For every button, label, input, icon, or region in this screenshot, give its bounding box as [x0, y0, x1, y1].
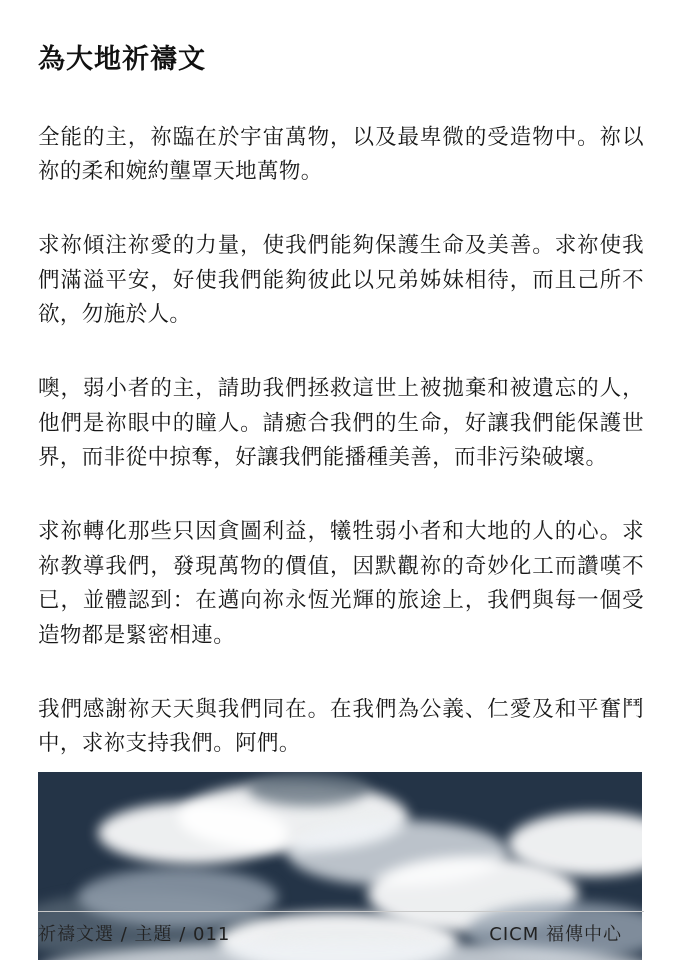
- footer-publisher: CICM 福傳中心: [489, 924, 622, 945]
- paragraph-3: 噢，弱小者的主，請助我們拯救這世上被拋棄和被遺忘的人，他們是祢眼中的瞳人。請癒合我們的生命，好讓我們能保護世界，而非從中掠奪，好讓我們能播種美善，而非污染破壞。: [38, 375, 644, 471]
- paragraph-2: 求祢傾注祢愛的力量，使我們能夠保護生命及美善。求祢使我們滿溢平安，好使我們能夠彼此以兄弟姊妹相待，而且己所不欲，勿施於人。: [38, 232, 644, 328]
- paragraph-1: 全能的主，祢臨在於宇宙萬物，以及最卑微的受造物中。祢以祢的柔和婉約壟罩天地萬物。: [38, 124, 644, 185]
- page-footer: [38, 911, 644, 946]
- page-title: 為大地祈禱文: [38, 44, 206, 75]
- cloud-shape: [248, 772, 368, 806]
- paragraph-4: 求祢轉化那些只因貪圖利益，犧牲弱小者和大地的人的心。求祢教導我們，發現萬物的價值，因默觀祢的奇妙化工而讚嘆不已，並體認到：在邁向祢永恆光輝的旅途上，我們與每一個受造物都是緊密相連。: [38, 518, 644, 649]
- footer-reference: 祈禱文選 / 主題 / 011: [38, 924, 231, 945]
- paragraph-5: 我們感謝祢天天與我們同在。在我們為公義、仁愛及和平奮鬥中，求祢支持我們。阿們。: [38, 696, 644, 757]
